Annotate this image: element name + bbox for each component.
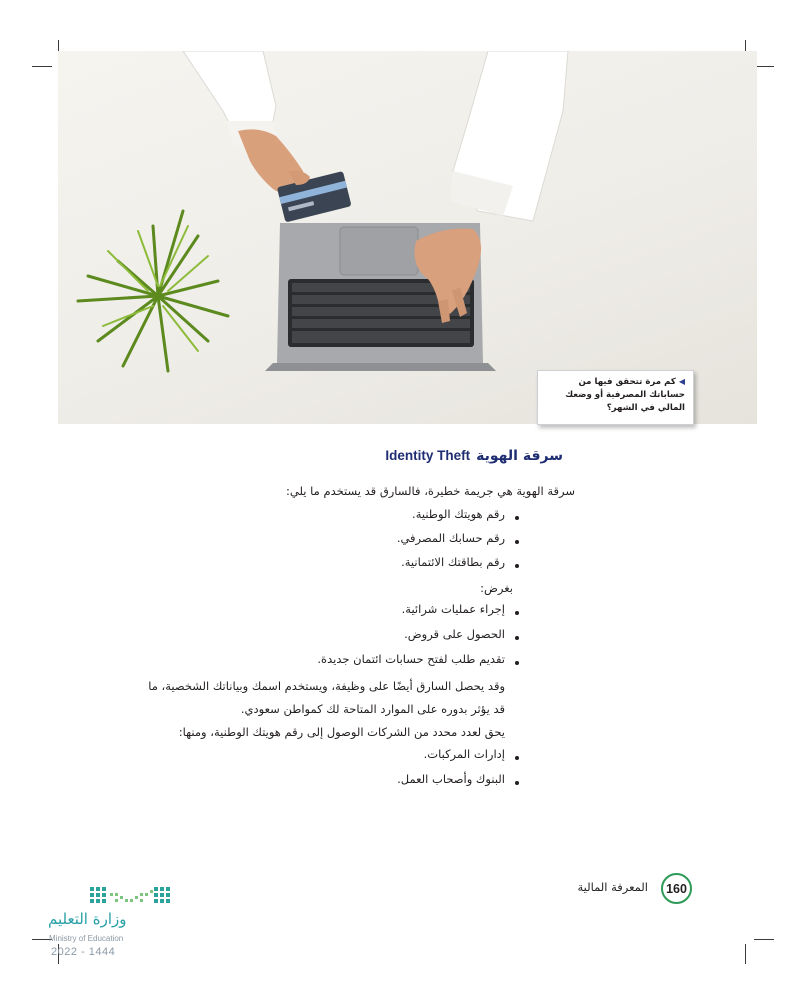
list-item: رقم حسابك المصرفي. xyxy=(396,531,505,545)
page-number: 160 xyxy=(666,881,687,896)
list-item: البنوك وأصحاب العمل. xyxy=(397,772,505,786)
edition-year: 2022 - 1444 xyxy=(51,946,116,958)
section-title-ar: سرقة الهوية xyxy=(476,448,563,464)
section-heading xyxy=(385,448,563,464)
list-item: رقم بطاقتك الائتمانية. xyxy=(401,555,505,569)
bullet-dot xyxy=(515,781,519,785)
bullet-dot xyxy=(515,516,519,520)
bullet-dot xyxy=(515,564,519,568)
list-item: إجراء عمليات شرائية. xyxy=(401,602,505,616)
list-item: رقم هويتك الوطنية. xyxy=(412,507,505,521)
purpose-label: بغرض: xyxy=(480,581,513,595)
bullet-dot xyxy=(515,540,519,544)
crop-mark xyxy=(32,66,52,67)
paragraph-line: قد يؤثر بدوره على الموارد المتاحة لك كمواطن سعودي. xyxy=(240,702,505,716)
crop-mark xyxy=(754,939,774,940)
crop-mark xyxy=(754,66,774,67)
bullet-dot xyxy=(515,661,519,665)
ministry-logo-dots-icon xyxy=(88,884,176,908)
crop-mark xyxy=(745,944,746,964)
photo-caption-text: كم مرة تتحقق فيها من حساباتك المصرفية أو وضعك المالي في الشهر؟ xyxy=(565,377,685,413)
list-item: تقديم طلب لفتح حسابات ائتمان جديدة. xyxy=(317,652,505,666)
paragraph-line: وقد يحصل السارق أيضًا على وظيفة، ويستخدم اسمك وبياناتك الشخصية، ما xyxy=(148,679,505,693)
section-title-en: Identity Theft xyxy=(385,448,471,463)
ministry-name-en: Ministry of Education xyxy=(49,934,124,943)
bullet-dot xyxy=(515,756,519,760)
list-item: إدارات المركبات. xyxy=(423,747,505,761)
page-number-badge xyxy=(661,873,692,904)
access-intro-text: يحق لعدد محدد من الشركات الوصول إلى رقم هويتك الوطنية، ومنها: xyxy=(178,725,505,739)
photo-caption-box xyxy=(537,370,694,425)
hero-photo xyxy=(58,51,757,424)
list-item: الحصول على قروض. xyxy=(404,627,505,641)
ministry-name-ar: وزارة التعليم xyxy=(48,910,127,928)
bullet-dot xyxy=(515,611,519,615)
intro-text: سرقة الهوية هي جريمة خطيرة، فالسارق قد يستخدم ما يلي: xyxy=(286,484,575,498)
laptop-card-illustration xyxy=(58,51,757,424)
caption-triangle-icon: ◀ xyxy=(678,377,685,386)
bullet-dot xyxy=(515,636,519,640)
book-title: المعرفة المالية xyxy=(577,880,648,894)
